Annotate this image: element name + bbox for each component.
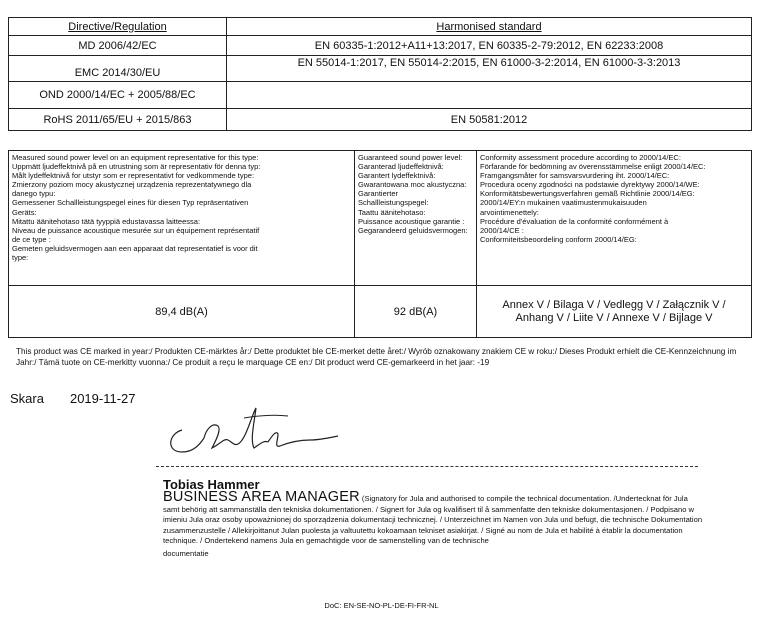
signature-line xyxy=(156,466,698,467)
procedure-label xyxy=(477,151,752,286)
label-line: Uppmätt ljudeffektnivå på en utrustning som är representativ för denna typ: xyxy=(12,162,261,172)
label-line: Niveau de puissance acoustique mesurée sur un équipement représentatif xyxy=(12,225,260,235)
value-line: Annex V / Bilaga V / Vedlegg V / Załącznik V / xyxy=(502,298,726,311)
value-line: Anhang V / Liite V / Annexe V / Bijlage V xyxy=(515,311,713,324)
label-line: de ce type : xyxy=(12,234,51,244)
directive-row xyxy=(9,36,752,56)
header-directive: Directive/Regulation xyxy=(9,18,227,36)
label-line: Puissance acoustique garantie : xyxy=(358,216,465,226)
signer-name: Tobias Hammer xyxy=(163,477,260,492)
guaranteed-value: 92 dB(A) xyxy=(355,286,477,338)
standard-cell: EN 60335-1:2012+A11+13:2017, EN 60335-2-79:2012, EN 62233:2008 xyxy=(227,36,752,56)
standard-cell: EN 50581:2012 xyxy=(227,109,752,131)
signer-authorization-end: documentatie xyxy=(163,548,209,558)
label-line: Taattu äänitehotaso: xyxy=(358,207,426,217)
directive-row xyxy=(9,109,752,131)
place-date xyxy=(10,391,136,406)
label-line: Garantierter xyxy=(358,189,399,199)
measured-value: 89,4 dB(A) xyxy=(9,286,355,338)
label-line: Gemessener Schallleistungspegel eines für diesen Typ repräsentativen xyxy=(12,198,249,208)
standard-cell: EN 55014-1:2017, EN 55014-2:2015, EN 61000-3-2:2014, EN 61000-3-3:2013 xyxy=(227,56,752,82)
header-standard: Harmonised standard xyxy=(227,18,752,36)
signer-authorization: (Signatory for Jula and authorised to compile the technical documentation. /Undertecknat för Jula samt behörig att sammanställa den tekniska dokumentationen. / Signert for Jula og kvalifisert til å sammenfatte den tekniske dokumentasjonen. / Podpisano w imieniu Jula oraz osoby upoważnionej do sporządzenia dokumentacji technicznej. / Unterzeichnet im Namen von Jula und befugt, die technische Dokumentation zusammenzustelle / Allekirjoittanut Julan puolesta ja valtuutettu kokoamaan tekniset asiakirjat. / Signé au nom de Jula et habilité à établir la documentation technique. / Ondertekend namens Jula en gemachtigde voor de samenstelling van de technische xyxy=(163,494,703,546)
sound-table xyxy=(8,150,752,338)
label-line: Garantert lydeffektnivå: xyxy=(358,171,436,181)
date: 2019-11-27 xyxy=(69,391,136,406)
doc-languages: DoC: EN-SE-NO-PL-DE-FI-FR-NL xyxy=(324,601,439,610)
label-line: Garanterad ljudeffektnivå: xyxy=(358,162,444,172)
label-line: arvointimenettely: xyxy=(480,207,539,217)
signer-block xyxy=(163,489,703,560)
signer-title: BUSINESS AREA MANAGER xyxy=(163,489,360,505)
label-line: Measured sound power level on an equipment representative for this type: xyxy=(12,153,259,162)
label-line: Konformitätsbewertungsverfahren gemäß Richtlinie 2000/14/EG: xyxy=(480,189,695,199)
label-line: Framgangsmåter for samsvarsvurdering iht. 2000/14/EC: xyxy=(480,171,670,181)
directive-cell: EMC 2014/30/EU xyxy=(9,56,227,82)
label-line: Conformity assessment procedure according to 2000/14/EC: xyxy=(480,153,681,162)
label-line: Geräts: xyxy=(12,207,37,217)
label-line: Zmierzony poziom mocy akustycznej urządzenia reprezentatywnego dla xyxy=(12,180,252,190)
label-line: 2000/14/CE : xyxy=(480,225,524,235)
place: Skara xyxy=(10,391,44,406)
label-line: 2000/14/EY:n mukainen vaatimustenmukaisuuden xyxy=(480,198,647,208)
guaranteed-label xyxy=(355,151,477,286)
label-line: Målt lydeffektnivå for utstyr som er representativt for vedkommende type: xyxy=(12,171,255,181)
directive-cell: RoHS 2011/65/EU + 2015/863 xyxy=(9,109,227,131)
procedure-value xyxy=(477,286,752,338)
label-line: Gwarantowana moc akustyczna: xyxy=(358,180,467,190)
directive-cell: MD 2006/42/EC xyxy=(9,36,227,56)
standard-cell xyxy=(227,82,752,109)
label-line: Procedura oceny zgodności na podstawie dyrektywy 2000/14/WE: xyxy=(480,180,700,190)
label-line: Gegarandeerd geluidsvermogen: xyxy=(358,225,468,235)
ce-marking-statement: This product was CE marked in year:/ Produkten CE-märktes år:/ Dette produktet ble CE-merket dette året:/ Wyrób oznakowany znakiem CE w roku:/ Dieses Produkt erhielt die CE-Kennzeichnung im Jahr:/ Tämä tuote on CE-merkitty vuonna:/ Ce produit a reçu le marquage CE en:/ Dit product werd CE-gemarkeerd in het jaar: -19 xyxy=(16,347,737,367)
label-line: Conformiteitsbeoordeling conform 2000/14/EG: xyxy=(480,234,637,244)
label-line: Schallleistungspegel: xyxy=(358,198,429,208)
directive-row xyxy=(9,82,752,109)
directive-cell: OND 2000/14/EC + 2005/88/EC xyxy=(9,82,227,109)
label-line: Mitattu äänitehotaso tätä tyyppiä edustavassa laitteessa: xyxy=(12,216,201,226)
directives-table xyxy=(8,17,752,131)
label-line: Guaranteed sound power level: xyxy=(358,153,463,162)
label-line: danego typu: xyxy=(12,189,56,199)
label-line: Procédure d'évaluation de la conformité conformément à xyxy=(480,216,669,226)
label-line: Förfarande för bedömning av överensstämmelse enligt 2000/14/EC: xyxy=(480,162,706,172)
handwritten-signature xyxy=(160,400,340,462)
measured-label xyxy=(9,151,355,286)
directive-row xyxy=(9,56,752,82)
label-line: Gemeten geluidsvermogen aan een apparaat dat representatief is voor dit xyxy=(12,243,258,253)
label-line: type: xyxy=(12,253,29,263)
